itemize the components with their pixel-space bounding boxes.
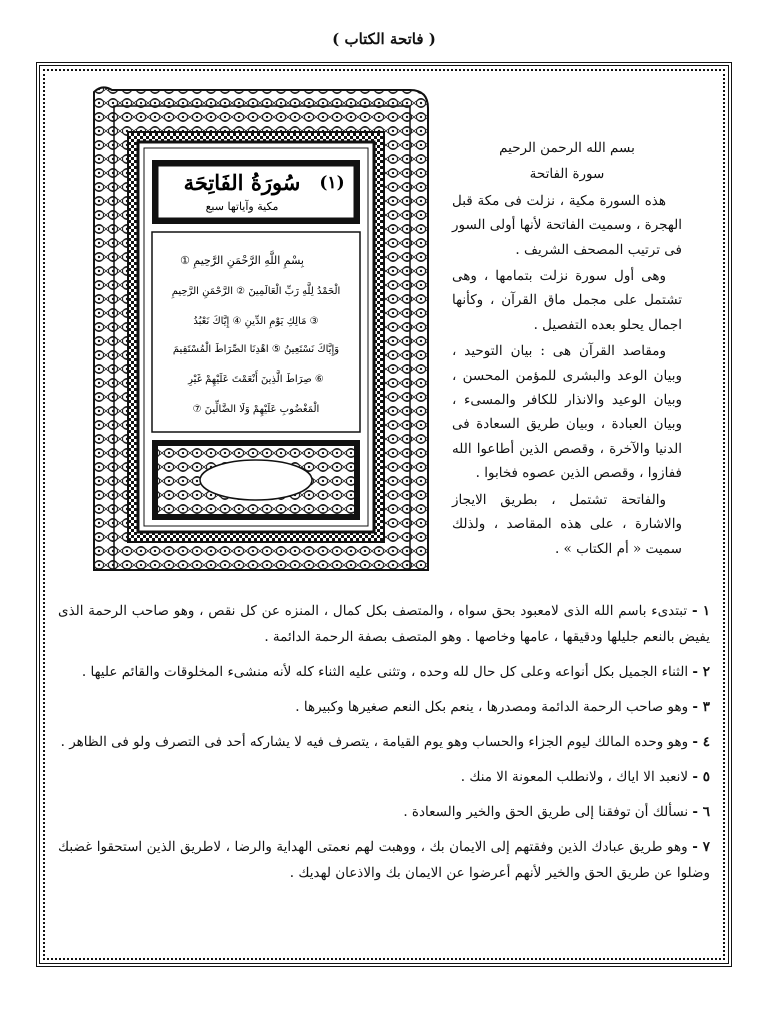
commentary-item: [58, 598, 710, 650]
cartouche-ornament-icon: [152, 440, 360, 520]
commentary-number: ٧ -: [692, 839, 710, 855]
intro-heading: سورة الفاتحة: [529, 166, 605, 183]
intro-paragraph: هذه السورة مكية ، نزلت فى مكة قبل الهجرة ، وسميت الفاتحة لأنها أولى السور فى ترتيب المصحف الشريف .: [452, 192, 682, 258]
commentary-text: وهو صاحب الرحمة الدائمة ومصدرها ، ينعم بكل النعم صغيرها وكبيرها .: [295, 699, 689, 715]
panel-basmala: بِسْمِ اللَّهِ الرَّحْمَنِ الرَّحِيمِ ①: [180, 254, 304, 267]
commentary-item: [58, 694, 710, 720]
commentary-item: [58, 659, 710, 685]
commentary-text: وهو وحده المالك ليوم الجزاء والحساب وهو يوم القيامة ، يتصرف فيه لا يشاركه أحد فى التصرف ولو فى الظاهر .: [60, 734, 689, 750]
surah-illumination-panel: [92, 82, 430, 572]
commentary-item: [58, 799, 710, 825]
verse-line-3: وَإِيَّاكَ نَسْتَعِينُ ⑤ اهْدِنَا الصِّرَاطَ الْمُسْتَقِيمَ: [172, 344, 340, 355]
intro-basmala: بسم الله الرحمن الرحيم: [499, 140, 635, 156]
commentary-text: تبتدىء باسم الله الذى لامعبود بحق سواه ، والمتصف بكل كمال ، المنزه عن كل نقص ، وهو صاحب الرحمة الذى يفيض بالنعم جليلها ودقيقها ، عامها وخاصها . وهو المتصف بصفة الرحمة الدائمة .: [58, 603, 710, 645]
intro-paragraph: وهى أول سورة نزلت بتمامها ، وهى تشتمل على مجمل ماق القرآن ، وكأنها اجمال يحلو بعده التفصيل .: [452, 268, 682, 333]
commentary-text: لانعبد الا اياك ، ولانطلب المعونة الا منك .: [460, 769, 689, 785]
commentary-number: ٤ -: [692, 734, 710, 750]
intro-paragraph: والفاتحة تشتمل ، بطريق الايجاز والاشارة ، على هذه المقاصد ، ولذلك سميت « أم الكتاب » .: [452, 491, 682, 557]
surah-number: (١): [319, 173, 345, 193]
commentary-number: ١ -: [691, 603, 711, 619]
intro-column: [452, 136, 682, 563]
verse-panel: [152, 232, 360, 432]
verse-line-1: الْحَمْدُ لِلَّهِ رَبِّ الْعَالَمِينَ ② الرَّحْمَنِ الرَّحِيمِ: [171, 286, 341, 297]
verse-line-4: ⑥ صِرَاطَ الَّذِينَ أَنْعَمْتَ عَلَيْهِمْ غَيْرِ: [188, 374, 324, 385]
commentary-number: ٢ -: [692, 664, 710, 680]
commentary-number: ٦ -: [692, 804, 710, 820]
commentary-item: [58, 729, 710, 755]
verse-line-5: الْمَغْضُوبِ عَلَيْهِمْ وَلَا الضَّالِّينَ ⑦: [192, 404, 320, 415]
commentary-number: ٣ -: [692, 699, 710, 715]
verse-line-2: ③ مَالِكِ يَوْمِ الدِّينِ ④ إِيَّاكَ نَعْبُدُ: [193, 316, 319, 327]
verse-commentary: [58, 598, 710, 895]
running-header: ( فاتحة الكتاب ): [332, 30, 436, 48]
commentary-text: الثناء الجميل بكل أنواعه وعلى كل حال لله وحده ، وتثنى عليه الثناء كله لأنه منشىء المخلوقات والقائم عليها .: [81, 664, 689, 680]
intro-paragraph: ومقاصد القرآن هى : بيان التوحيد ، وبيان الوعد والبشرى للمؤمن المحسن ، وبيان الوعيد والانذار للكافر والمسىء ، وبيان العبادة ، وبيان طريق السعادة فى الدنيا والآخرة ، وقصص الذين أطاعوا الله ففازوا ، وقصص الذين عصوه فخابوا .: [452, 343, 682, 482]
commentary-item: [58, 834, 710, 886]
surah-subtitle: مكية وآياتها سبع: [205, 200, 279, 213]
commentary-text: نسألك أن توفقنا إلى طريق الحق والخير والسعادة .: [403, 804, 689, 820]
commentary-item: [58, 764, 710, 790]
commentary-text: وهو طريق عبادك الذين وفقتهم إلى الايمان بك ، ووهبت لهم نعمتى الهداية والرضا ، لاطريق الذين استحقوا غضبك وضلوا عن طريق الحق والخير لأنهم أعرضوا عن الايمان بك والاذعان لهديك .: [58, 839, 710, 881]
surah-title: سُورَةُ الفَاتِحَة: [183, 170, 301, 195]
commentary-number: ٥ -: [692, 769, 710, 785]
